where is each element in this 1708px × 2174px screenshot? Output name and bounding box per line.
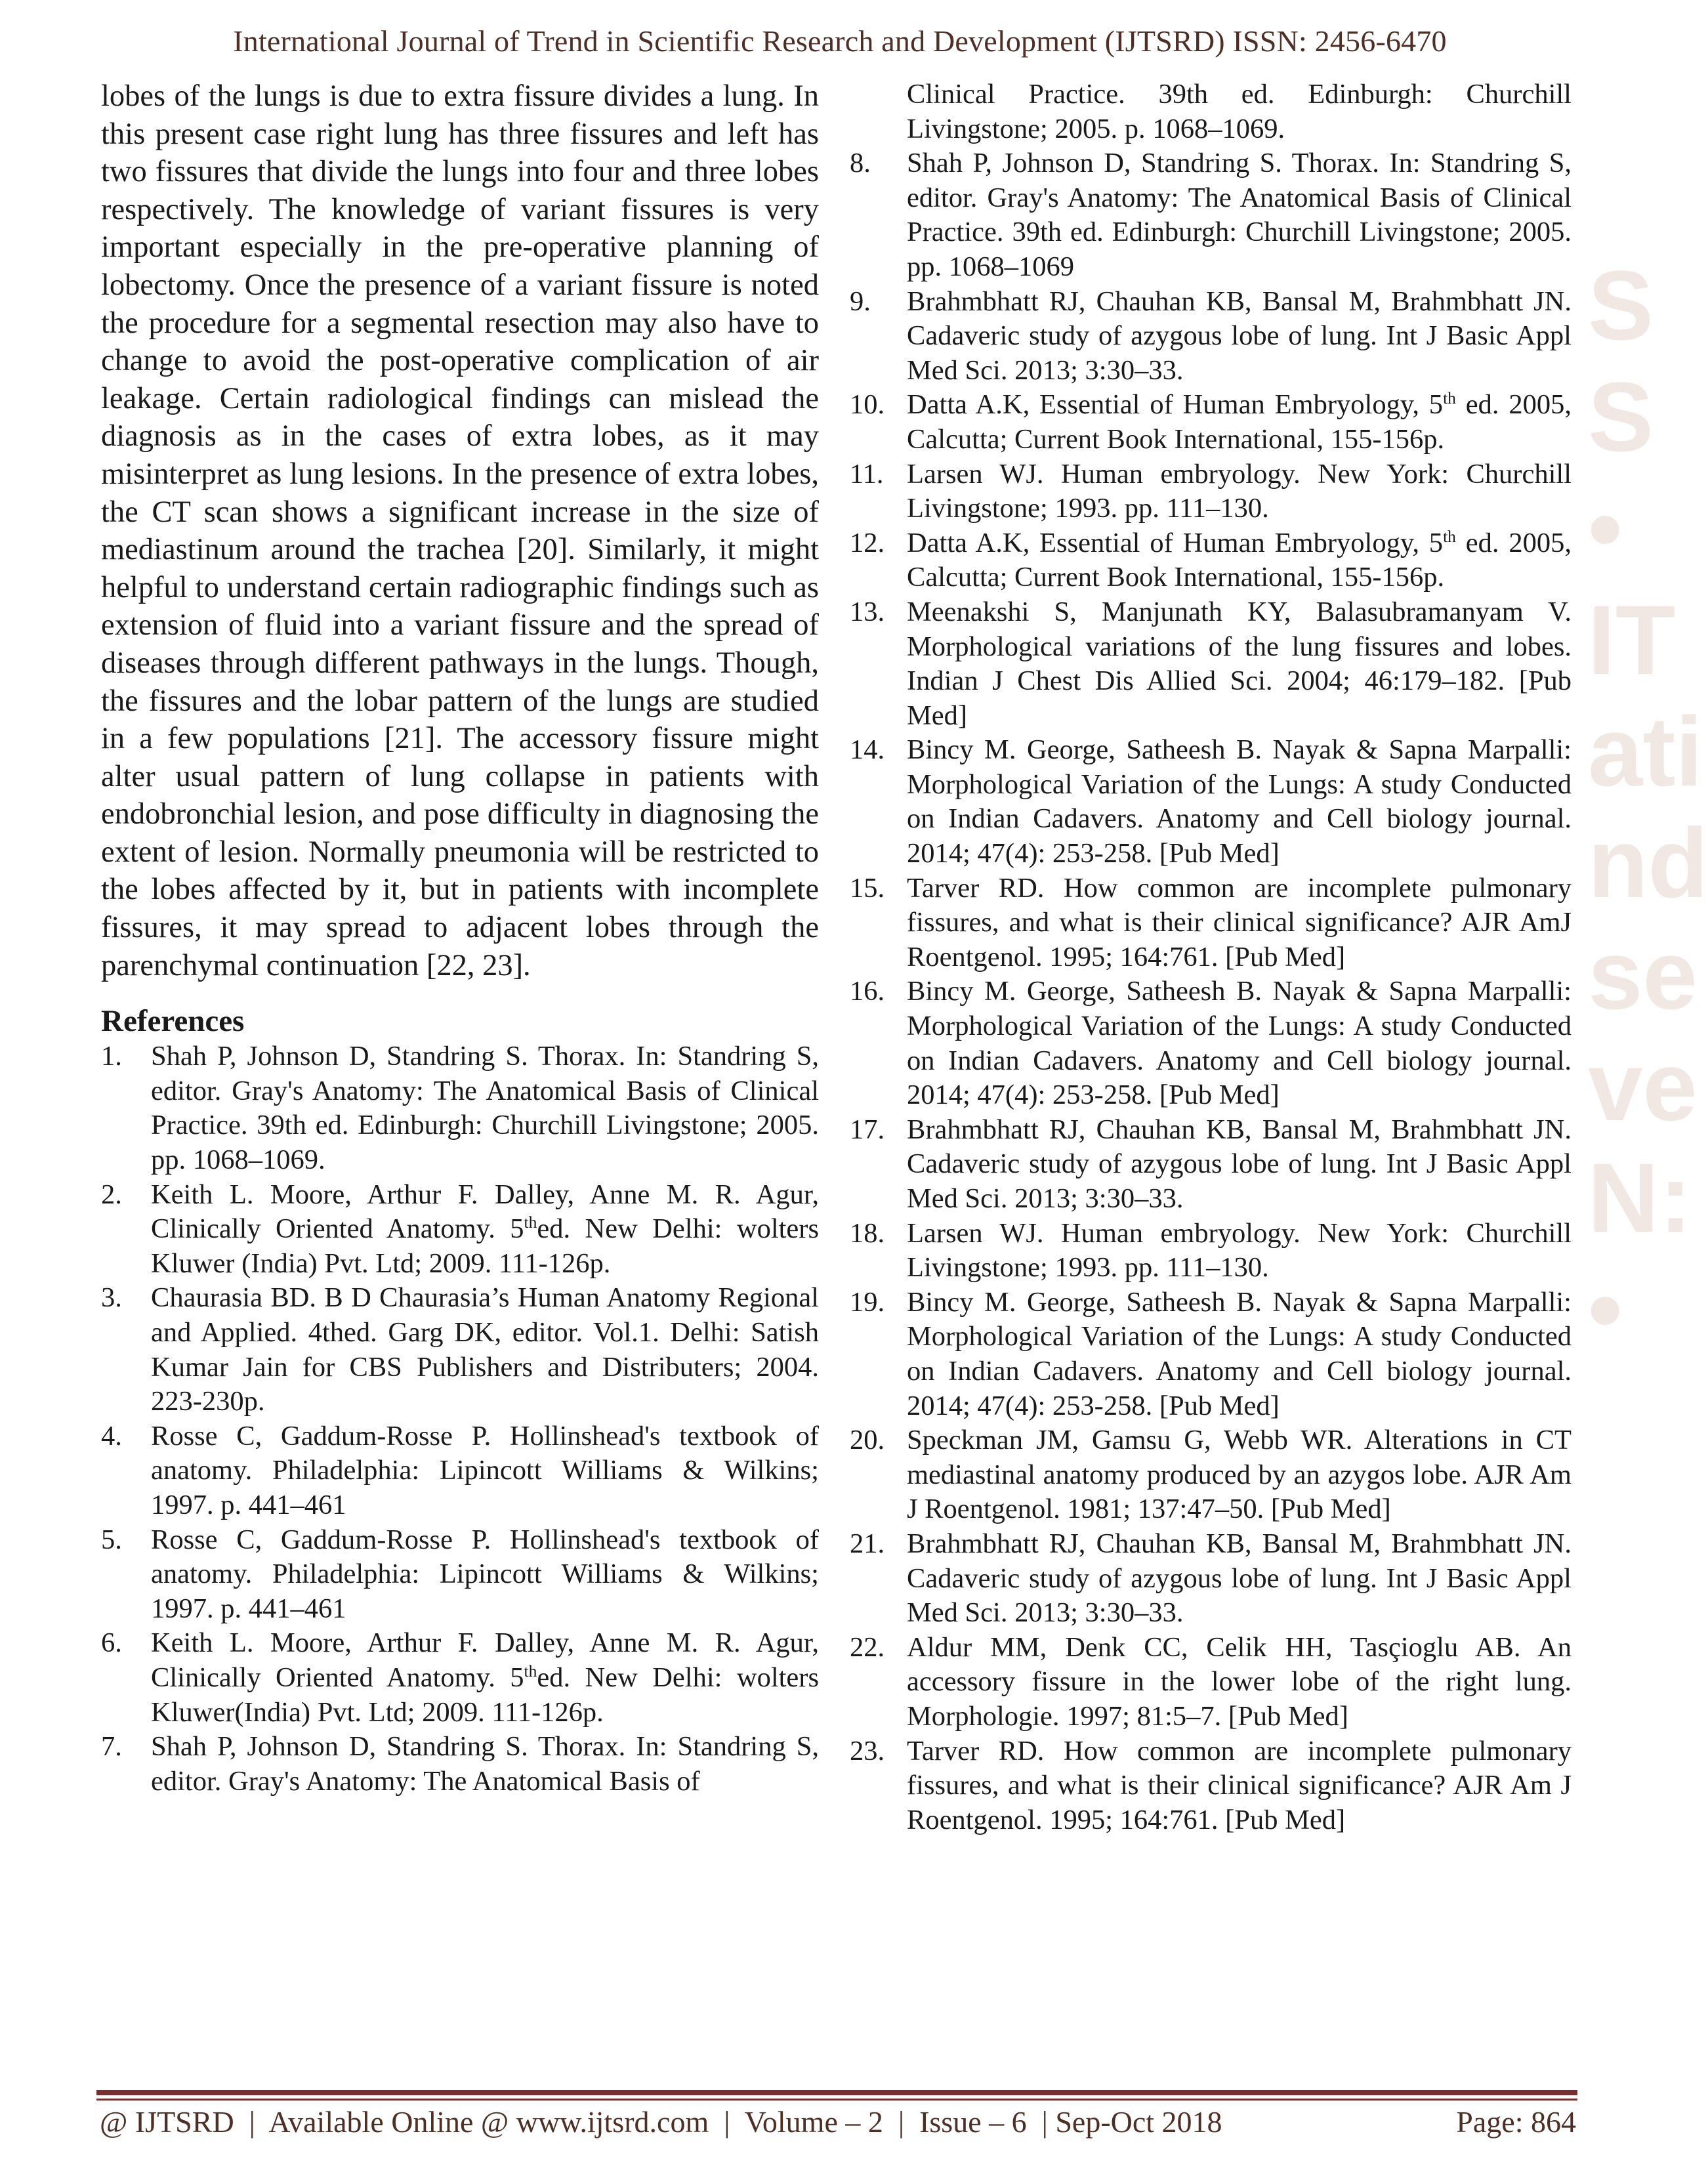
- journal-header: International Journal of Trend in Scientific Research and Development (IJTSRD) ISSN: 2456-6470: [233, 24, 1447, 58]
- reference-number: 3.: [101, 1282, 122, 1314]
- reference-item: [101, 1730, 819, 1799]
- discussion-paragraph: lobes of the lungs is due to extra fissure divides a lung. In this present case right lung has three fissures and left has two fissures that divide the lungs into four and three lobes respectively. The knowledge of variant fissures is very important especially in the pre-operative planning of lobectomy. Once the presence of a variant fissure is noted the procedure for a segmental resection may also have to change to avoid the post-operative complication of air leakage. Certain radiological findings can mislead the diagnosis as in the cases of extra lobes, as it may misinterpret as lung lesions. In the presence of extra lobes, the CT scan shows a significant increase in the size of mediastinum around the trachea [20]. Similarly, it might helpful to understand certain radiographic findings such as extension of fluid into a variant fissure and the spread of diseases through different pathways in the lungs. Though, the fissures and the lobar pattern of the lungs are studied in a few populations [21]. The accessory fissure might alter usual pattern of lung collapse in patients with endobronchial lesion, and pose difficulty in diagnosing the extent of lesion. Normally pneumonia will be restricted to the lobes affected by it, but in patients with incomplete fissures, it may spread to adjacent lobes through the parenchymal continuation [22, 23].: [101, 79, 819, 982]
- reference-text: Brahmbhatt RJ, Chauhan KB, Bansal M, Brahmbhatt JN. Cadaveric study of azygous lobe of lung. Int J Basic Appl Med Sci. 2013; 3:30–33.: [907, 1114, 1572, 1214]
- reference-text: Brahmbhatt RJ, Chauhan KB, Bansal M, Brahmbhatt JN. Cadaveric study of azygous lobe of lung. Int J Basic Appl Med Sci. 2013; 3:30–33.: [907, 285, 1572, 386]
- reference-7-continuation: Clinical Practice. 39th ed. Edinburgh: Churchill Livingstone; 2005. p. 1068–1069.: [907, 79, 1572, 144]
- reference-text: Tarver RD. How common are incomplete pulmonary fissures, and what is their clinical significance? AJR Am J Roentgenol. 1995; 164:761. [Pub Med]: [907, 1735, 1572, 1835]
- reference-item: [850, 1113, 1572, 1217]
- reference-number: 15.: [850, 872, 885, 904]
- reference-item: [850, 146, 1572, 284]
- reference-item: [101, 1039, 819, 1177]
- reference-item: [850, 974, 1572, 1112]
- reference-item: [850, 1217, 1572, 1286]
- reference-superscript: th: [524, 1661, 537, 1681]
- reference-item: [101, 1281, 819, 1419]
- reference-text: Bincy M. George, Satheesh B. Nayak & Sapna Marpalli: Morphological Variation of the Lungs: A study Conducted on Indian Cadavers. Anatomy and Cell biology journal. 2014; 47(4): 253-258. [Pub Med]: [907, 1286, 1572, 1421]
- reference-text: Keith L. Moore, Arthur F. Dalley, Anne M. R. Agur, Clinically Oriented Anatomy. 5: [151, 1179, 819, 1245]
- reference-superscript: th: [1443, 526, 1456, 546]
- reference-item: [101, 1523, 819, 1627]
- reference-text-continued: ed. 2005, Calcutta; Current Book International, 155-156p.: [907, 527, 1572, 593]
- page-number: Page: 864: [1456, 2105, 1576, 2139]
- reference-text: Keith L. Moore, Arthur F. Dalley, Anne M. R. Agur, Clinically Oriented Anatomy. 5: [151, 1627, 819, 1693]
- reference-text: Shah P, Johnson D, Standring S. Thorax. In: Standring S, editor. Gray's Anatomy: The Anatomical Basis of: [151, 1731, 819, 1797]
- reference-text: Datta A.K, Essential of Human Embryology, 5: [907, 389, 1444, 421]
- reference-number: 22.: [850, 1631, 885, 1663]
- reference-number: 2.: [101, 1179, 122, 1210]
- reference-number: 7.: [101, 1731, 122, 1763]
- reference-number: 9.: [850, 285, 871, 317]
- reference-item: [850, 526, 1572, 595]
- reference-text: Chaurasia BD. B D Chaurasia’s Human Anatomy Regional and Applied. 4thed. Garg DK, editor. Vol.1. Delhi: Satish Kumar Jain for CBS Publishers and Distributers; 2004. 223-230p.: [151, 1282, 819, 1417]
- references-heading: References: [101, 1004, 245, 1039]
- reference-item: [101, 1419, 819, 1523]
- footer-info: @ IJTSRD | Available Online @ www.ijtsrd.com | Volume – 2 | Issue – 6 | Sep-Oct 2018: [100, 2105, 1222, 2139]
- reference-text: Larsen WJ. Human embryology. New York: Churchill Livingstone; 1993. pp. 111–130.: [907, 1217, 1572, 1284]
- page-footer: [100, 2104, 1576, 2139]
- reference-text-continued: ed. New Delhi: wolters Kluwer (India) Pvt. Ltd; 2009. 111-126p.: [151, 1213, 819, 1279]
- reference-number: 21.: [850, 1528, 885, 1559]
- reference-text: Larsen WJ. Human embryology. New York: Churchill Livingstone; 1993. pp. 111–130.: [907, 458, 1572, 524]
- reference-item: [850, 1423, 1572, 1527]
- reference-text: Bincy M. George, Satheesh B. Nayak & Sapna Marpalli: Morphological Variation of the Lungs: A study Conducted on Indian Cadavers. Anatomy and Cell biology journal. 2014; 47(4): 253-258. [Pub Med]: [907, 976, 1572, 1111]
- footer-rule-thick: [96, 2090, 1577, 2095]
- reference-number: 16.: [850, 976, 885, 1007]
- reference-number: 14.: [850, 734, 885, 766]
- reference-number: 4.: [101, 1420, 122, 1452]
- reference-item: [850, 1734, 1572, 1838]
- reference-number: 6.: [101, 1627, 122, 1659]
- reference-item: [850, 733, 1572, 871]
- reference-text: Datta A.K, Essential of Human Embryology, 5: [907, 527, 1444, 558]
- reference-superscript: th: [524, 1213, 537, 1232]
- reference-superscript: th: [1443, 388, 1456, 408]
- reference-text: Tarver RD. How common are incomplete pulmonary fissures, and what is their clinical significance? AJR AmJ Roentgenol. 1995; 164:761. [Pub Med]: [907, 872, 1572, 972]
- references-list-left: [101, 1039, 819, 1799]
- reference-text: Brahmbhatt RJ, Chauhan KB, Bansal M, Brahmbhatt JN. Cadaveric study of azygous lobe of lung. Int J Basic Appl Med Sci. 2013; 3:30–33.: [907, 1528, 1572, 1629]
- references-list-right: [850, 146, 1572, 1837]
- reference-number: 1.: [101, 1041, 122, 1072]
- left-column: [101, 77, 819, 1799]
- reference-item: [850, 285, 1572, 388]
- reference-number: 17.: [850, 1114, 885, 1145]
- reference-item: [850, 388, 1572, 457]
- reference-item: [850, 1527, 1572, 1631]
- right-column: [850, 77, 1572, 1837]
- reference-text-continued: ed. New Delhi: wolters Kluwer(India) Pvt. Ltd; 2009. 111-126p.: [151, 1662, 819, 1728]
- reference-text: Aldur MM, Denk CC, Celik HH, Tasçioglu AB. An accessory fissure in the lower lobe of the right lung. Morphologie. 1997; 81:5–7. [Pub Med]: [907, 1631, 1572, 1732]
- reference-number: 10.: [850, 389, 885, 421]
- reference-item: [101, 1626, 819, 1730]
- reference-item: [850, 871, 1572, 975]
- reference-number: 20.: [850, 1425, 885, 1456]
- reference-item: [850, 457, 1572, 526]
- reference-number: 13.: [850, 596, 885, 627]
- reference-text: Speckman JM, Gamsu G, Webb WR. Alterations in CT mediastinal anatomy produced by an azygos lobe. AJR Am J Roentgenol. 1981; 137:47–50. [Pub Med]: [907, 1425, 1572, 1525]
- reference-text: Shah P, Johnson D, Standring S. Thorax. In: Standring S, editor. Gray's Anatomy: The Anatomical Basis of Clinical Practice. 39th ed. Edinburgh: Churchill Livingstone; 2005. pp. 1068–1069: [907, 148, 1572, 282]
- journal-watermark: S S • IT ati nd se ve N: •: [1588, 250, 1708, 1364]
- reference-number: 11.: [850, 458, 884, 490]
- reference-text: Meenakshi S, Manjunath KY, Balasubramanyam V. Morphological variations of the lung fissures and lobes. Indian J Chest Dis Allied Sci. 2004; 46:179–182. [Pub Med]: [907, 596, 1572, 731]
- reference-number: 12.: [850, 527, 885, 558]
- reference-text: Bincy M. George, Satheesh B. Nayak & Sapna Marpalli: Morphological Variation of the Lungs: A study Conducted on Indian Cadavers. Anatomy and Cell biology journal. 2014; 47(4): 253-258. [Pub Med]: [907, 734, 1572, 869]
- reference-text: Shah P, Johnson D, Standring S. Thorax. In: Standring S, editor. Gray's Anatomy: The Anatomical Basis of Clinical Practice. 39th ed. Edinburgh: Churchill Livingstone; 2005. pp. 1068–1069.: [151, 1041, 819, 1176]
- reference-text: Rosse C, Gaddum-Rosse P. Hollinshead's textbook of anatomy. Philadelphia: Lipincott Williams & Wilkins; 1997. p. 441–461: [151, 1524, 819, 1624]
- reference-number: 18.: [850, 1217, 885, 1249]
- reference-item: [850, 1631, 1572, 1734]
- reference-number: 23.: [850, 1735, 885, 1766]
- reference-text: Rosse C, Gaddum-Rosse P. Hollinshead's textbook of anatomy. Philadelphia: Lipincott Williams & Wilkins; 1997. p. 441–461: [151, 1420, 819, 1520]
- footer-rule-thin: [96, 2099, 1577, 2101]
- reference-number: 19.: [850, 1286, 885, 1318]
- reference-number: 8.: [850, 148, 871, 179]
- reference-item: [850, 595, 1572, 733]
- reference-text-continued: ed. 2005, Calcutta; Current Book International, 155-156p.: [907, 389, 1572, 455]
- reference-item: [101, 1178, 819, 1282]
- reference-number: 5.: [101, 1524, 122, 1555]
- reference-item: [850, 1286, 1572, 1423]
